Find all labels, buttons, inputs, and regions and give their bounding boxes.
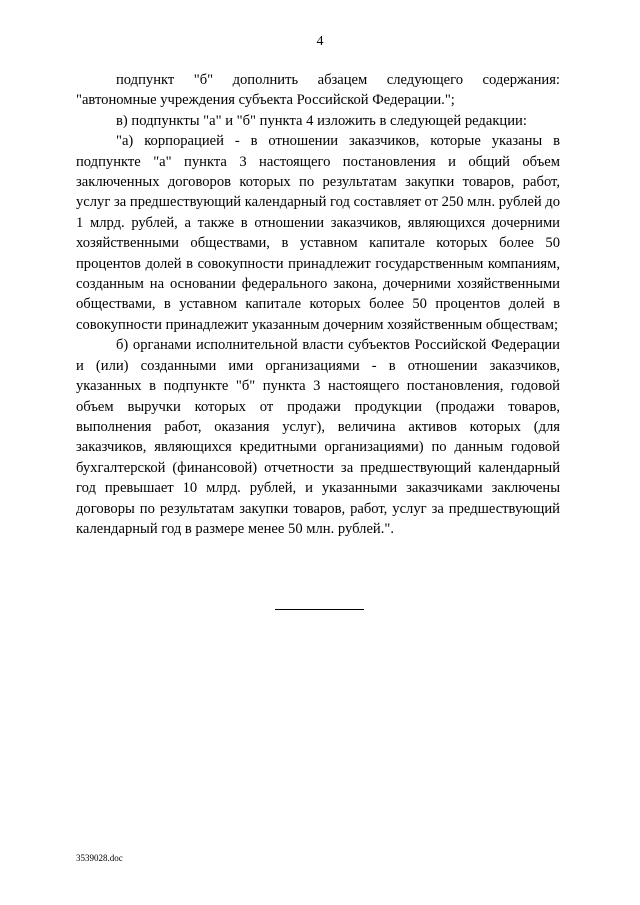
paragraph-1: подпункт "б" дополнить абзацем следующего содержания: "автономные учреждения субъекта Российской Федерации.";: [76, 72, 560, 109]
page-number: 4: [316, 34, 324, 49]
paragraph-2: в) подпункты "а" и "б" пункта 4 изложить в следующей редакции:: [116, 112, 527, 129]
paragraph-4: б) органами исполнительной власти субъектов Российской Федерации и (или) созданными ими организациями - в отношении заказчиков, указанных в подпункте "б" пункта 3 настоящего постановления, годовой объем выручки которых от продажи продукции (продажи товаров, выполнения работ, оказания услуг), величина активов которых (для заказчиков, являющихся кредитными организациями) по данным годовой бухгалтерской (финансовой) отчетности за предшествующий календарный год превышает 10 млрд. рублей, и указанными заказчиками заключены договоры по результатам закупки товаров, работ, услуг за предшествующий календарный год в размере менее 50 млн. рублей.".: [76, 337, 560, 537]
document-body: [76, 70, 560, 539]
end-separator-line: [275, 609, 364, 610]
footer-document-name: 3539028.doc: [76, 853, 123, 863]
paragraph-3: "а) корпорацией - в отношении заказчиков, которые указаны в подпункте "а" пункта 3 настоящего постановления и общий объем заключенных договоров которых по результатам закупки товаров, работ, услуг за предшествующий календарный год составляет от 250 млн. рублей до 1 млрд. рублей, а также в отношении заказчиков, являющихся дочерними хозяйственными обществами, в уставном капитале которых более 50 процентов долей в совокупности принадлежит государственным компаниям, созданным на основании федерального закона, дочерними хозяйственными обществами, в уставном капитале которых более 50 процентов долей в совокупности принадлежит указанным дочерним хозяйственным обществам;: [76, 133, 560, 333]
